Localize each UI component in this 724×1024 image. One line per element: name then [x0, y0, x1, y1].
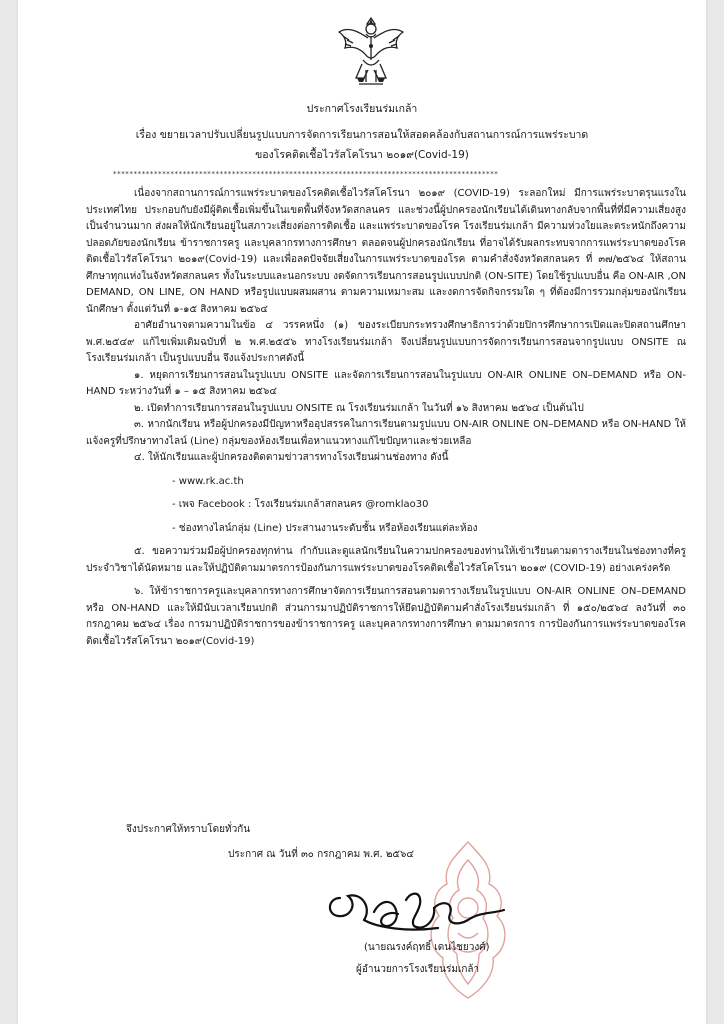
item-4: ๔. ให้นักเรียนและผู้ปกครองติดตามข่าวสารทางโรงเรียนผ่านช่องทาง ดังนี้ [134, 452, 449, 463]
item-1: ๑. หยุดการเรียนการสอนในรูปแบบ ONSITE และจัดการเรียนการสอนในรูปแบบ ON-AIR ONLINE ON–DEMAND หรือ ON-HAND ระหว่างวันที่ ๑ – ๑๕ สิงหาคม ๒๕๖๔ [86, 369, 686, 397]
garuda-emblem-icon [335, 12, 407, 92]
item-2: ๒. เปิดทำการเรียนการสอนในรูปแบบ ONSITE ณ โรงเรียนร่มเกล้า ในวันที่ ๑๖ สิงหาคม ๒๕๖๔ เป็นต้นไป [134, 402, 584, 414]
divider-stars: ********************************************************************************************** [113, 170, 499, 178]
subject-line-2: ของโรคติดเชื้อไวรัสโคโรนา ๒๐๑๙(Covid-19) [255, 149, 469, 161]
closing-statement: จึงประกาศให้ทราบโดยทั่วกัน [126, 824, 251, 835]
channel-line: - ช่องทางไลน์กลุ่ม (Line) ประสานงานระดับชั้น หรือห้องเรียนแต่ละห้อง [172, 522, 478, 534]
announcement-body [86, 186, 686, 650]
item-6: ๖. ให้ข้าราชการครูและบุคลากรทางการศึกษาจัดการเรียนการสอนตามตารางเรียนในรูปแบบ ON-AIR ONLINE ON–DEMAND หรือ ON-HAND และให้มีนับเวลาเรียนปกติ ส่วนการมาปฏิบัติราชการให้ยึดปฏิบัติตามคำสั่งโรงเรียนร่มเกล้า ที่ ๑๕๐/๒๕๖๔ ลงวันที่ ๓๐ กรกฎาคม ๒๕๖๔ เรื่อง การมาปฏิบัติราชการของข้าราชการครู และบุคลากรทางการศึกษา ตามมาตรการ การป้องกันการแพร่ระบาดของโรคติดเชื้อไวรัสโคโรนา ๒๐๑๙(Covid-19) [86, 586, 686, 647]
intro-paragraph: เนื่องจากสถานการณ์การแพร่ระบาดของโรคติดเชื้อไวรัสโคโรนา ๒๐๑๙ (COVID-19) ระลอกใหม่ มีการแพร่ระบาดรุนแรงในประเทศไทย ประกอบกับยังมีผู้ติดเชื้อเพิ่มขึ้นในเขตพื้นที่จังหวัดสกลนคร และช่วงนี้ผู้ปกครองนักเรียนได้เดินทางกลับจากพื้นที่ที่มีความเสี่ยงสูงเป็นจำนวนมาก ส่งผลให้นักเรียนอยู่ในสภาวะเสี่ยงต่อการติดเชื้อ และแพร่ระบาดของโรค โรงเรียนร่มเกล้า มีความห่วงใยและตระหนักถึงความปลอดภัยของนักเรียน ข้าราชการครู และบุคลากรทางการศึกษา ตลอดจนผู้ปกครองนักเรียน ที่อาจได้รับผลกระทบจากการแพร่ระบาดของโรคติดเชื้อไวรัสโคโรนา ๒๐๑๙(Covid-19) และเพื่อลดปัจจัยเสี่ยงในการแพร่ระบาดของโรค ตามคำสั่งจังหวัดสกลนคร ที่ ๓๗/๒๕๖๔ ให้สถานศึกษาทุกแห่งในจังหวัดสกลนคร ทั้งในระบบและนอกระบบ งดจัดการเรียนการสอนรูปแบบปกติ (ON-SITE) โดยใช้รูปแบบอื่น คือ ON-AIR ,ON DEMAND, ON LINE, ON HAND หรือรูปแบบผสมผสาน ตามความเหมาะสม และงดการจัดกิจกรรมใด ๆ ที่ต้องมีการรวมกลุ่มของนักเรียน นักศึกษา ตั้งแต่วันที่ ๑-๑๕ สิงหาคม ๒๕๖๔ [86, 188, 686, 315]
channel-facebook: - เพจ Facebook : โรงเรียนร่มเกล้าสกลนคร @romklao30 [172, 499, 429, 510]
announcement-date: ประกาศ ณ วันที่ ๓๐ กรกฎาคม พ.ศ. ๒๕๖๔ [228, 849, 414, 860]
item-5: ๕. ขอความร่วมมือผู้ปกครองทุกท่าน กำกับและดูแลนักเรียนในความปกครองของท่านให้เข้าเรียนตามตารางเรียนในช่องทางที่ครูประจำวิชาได้นัดหมาย และให้ปฏิบัติตามมาตรการป้องกันการแพร่ระบาดของโรคติดเชื้อไวรัสโคโรนา ๒๐๑๙ (COVID-19) อย่างเคร่งครัด [86, 546, 686, 574]
channel-website: - www.rk.ac.th [172, 475, 244, 487]
signer-title: ผู้อำนวยการโรงเรียนร่มเกล้า [356, 964, 480, 975]
authority-paragraph: อาศัยอำนาจตามความในข้อ ๔ วรรคหนึ่ง (๑) ของระเบียบกระทรวงศึกษาธิการว่าด้วยปิการศึกษาการเปิดและปิดสถานศึกษา พ.ศ.๒๕๔๙ แก้ไขเพิ่มเติมฉบับที่ ๒ พ.ศ.๒๕๕๖ ทางโรงเรียนร่มเกล้า จึงเปลี่ยนรูปแบบการจัดการเรียนการสอนจากรูปแบบ ONSITE ณ โรงเรียนร่มเกล้า เป็นรูปแบบอื่น จึงแจ้งประกาศดังนี้ [86, 320, 686, 364]
director-signature [318, 880, 518, 940]
subject-line-1: เรื่อง ขยายเวลาปรับเปลี่ยนรูปแบบการจัดการเรียนการสอนให้สอดคล้องกับสถานการณ์การแพร่ระบาด [135, 129, 589, 141]
announcement-page [18, 0, 706, 1024]
signer-name: (นายณรงค์ฤทธิ์ เดนไชยวงศ์) [364, 942, 490, 953]
item-3: ๓. หากนักเรียน หรือผู้ปกครองมีปัญหาหรืออุปสรรคในการเรียนตามรูปแบบ ON-AIR ONLINE ON–DEMAND หรือ ON-HAND ให้แจ้งครูที่ปรึกษาทางไลน์ (Line) กลุ่มของห้องเรียนเพื่อหาแนวทางแก้ไขปัญหาและช่วยเหลือ [86, 419, 686, 447]
announcement-title: ประกาศโรงเรียนร่มเกล้า [306, 103, 418, 115]
